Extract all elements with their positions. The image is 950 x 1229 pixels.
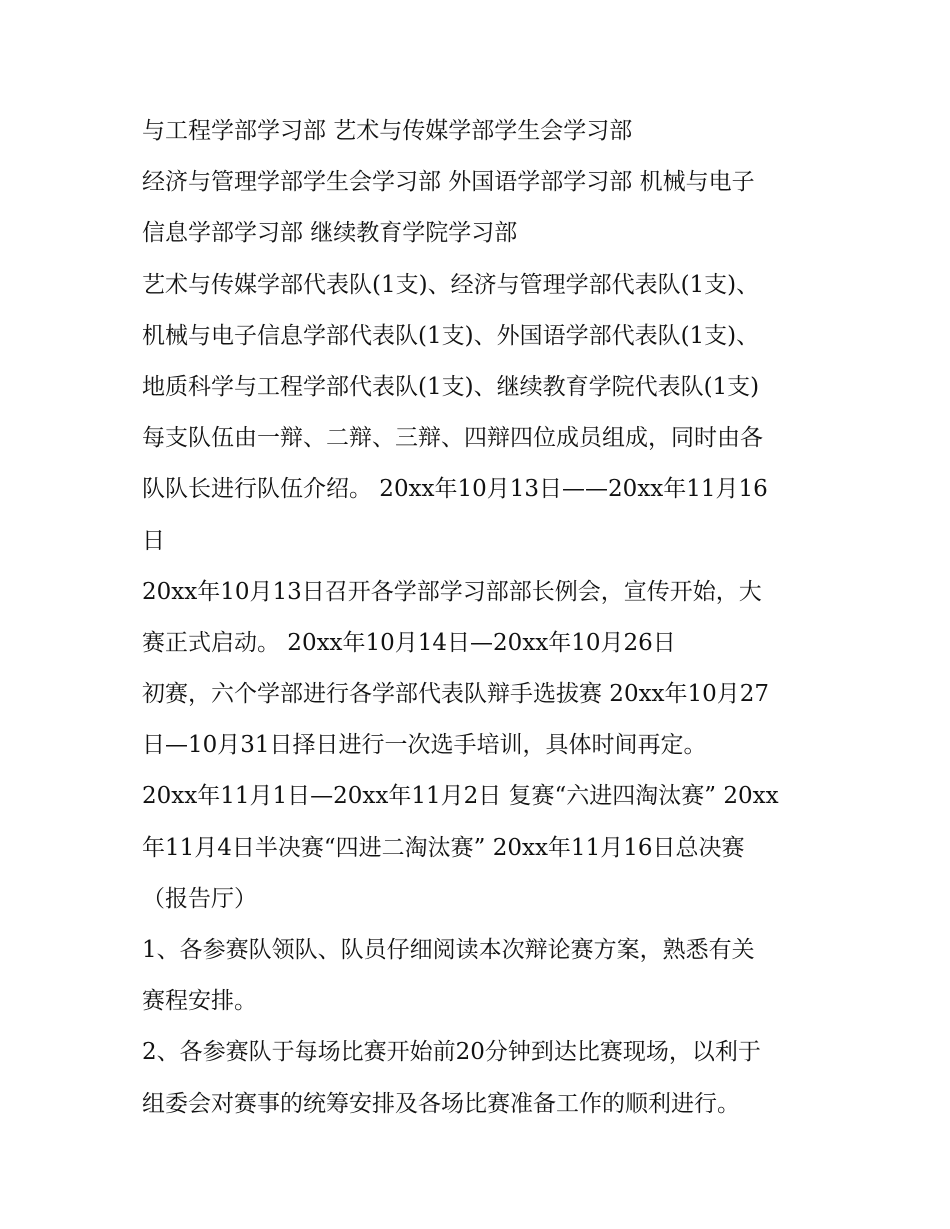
text-line: 2、各参赛队于每场比赛开始前20分钟到达比赛现场，以利于 <box>142 1039 761 1066</box>
text-line: 20xx年11月1日—20xx年11月2日 复赛“六进四淘汰赛” 20xx <box>142 783 779 810</box>
text-line: 组委会对赛事的统筹安排及各场比赛准备工作的顺利进行。 <box>142 1090 740 1117</box>
text-line: 赛程安排。 <box>142 988 257 1015</box>
text-line: 20xx年10月13日召开各学部学习部部长例会，宣传开始，大 <box>142 578 762 605</box>
text-line: 年11月4日半决赛“四进二淘汰赛” 20xx年11月16日总决赛 <box>142 834 745 861</box>
document-body <box>142 106 842 1130</box>
text-line: 1、各参赛队领队、队员仔细阅读本次辩论赛方案，熟悉有关 <box>142 937 755 963</box>
text-line: 初赛，六个学部进行各学部代表队辩手选拔赛 20xx年10月27 <box>142 681 770 708</box>
text-line: 与工程学部学习部 艺术与传媒学部学生会学习部 <box>142 118 633 144</box>
text-line: 经济与管理学部学生会学习部 外国语学部学习部 机械与电子 <box>142 169 755 196</box>
text-line: 机械与电子信息学部代表队(1支)、外国语学部代表队(1支)、 <box>142 322 760 349</box>
text-line: 日 <box>142 527 165 554</box>
text-line: 日—10月31日择日进行一次选手培训，具体时间再定。 <box>142 732 707 759</box>
text-line: 赛正式启动。 20xx年10月14日—20xx年10月26日 <box>142 629 676 656</box>
text-line: 地质科学与工程学部代表队(1支)、继续教育学院代表队(1支) <box>142 373 760 400</box>
text-line: 信息学部学习部 继续教育学院学习部 <box>142 220 518 247</box>
text-line: 队队长进行队伍介绍。 20xx年10月13日——20xx年11月16 <box>142 476 768 503</box>
text-line: （报告厅） <box>142 885 257 912</box>
text-line: 每支队伍由一辩、二辩、三辩、四辩四位成员组成，同时由各 <box>142 425 763 452</box>
text-line: 艺术与传媒学部代表队(1支)、经济与管理学部代表队(1支)、 <box>142 271 760 298</box>
